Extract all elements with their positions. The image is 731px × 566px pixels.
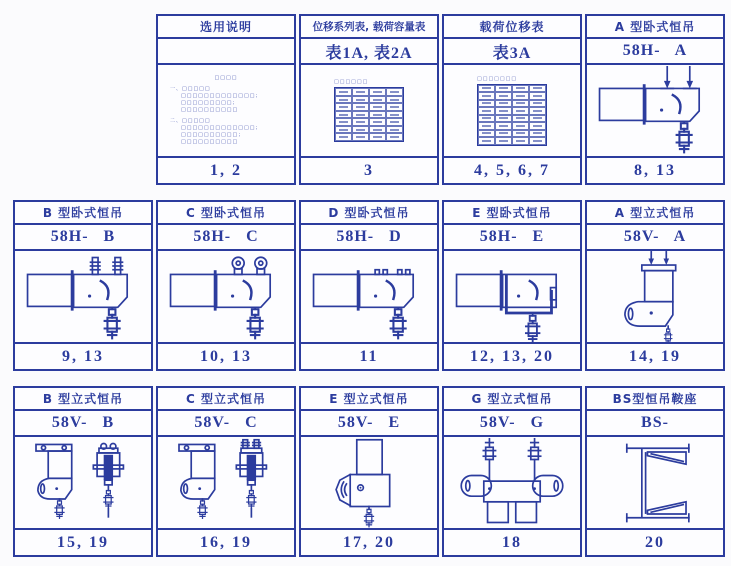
panel-selection-notes — [156, 14, 296, 185]
model-code: 58V- G — [444, 411, 580, 437]
hanger-drawing-58h-a — [590, 65, 720, 156]
model-code: 58H- C — [158, 225, 294, 251]
table-cell-placeholder — [495, 130, 512, 138]
panel-load-displacement-table — [442, 14, 582, 185]
page-numbers: 15, 19 — [15, 528, 151, 555]
page-numbers: 8, 13 — [587, 156, 723, 183]
table-cell-placeholder — [369, 96, 386, 104]
table-cell-placeholder — [335, 118, 352, 126]
model-code: 58V- C — [158, 411, 294, 437]
mini-table — [477, 84, 547, 146]
panel-title: C 型立式恒吊 — [158, 388, 294, 411]
table-cell-placeholder — [352, 111, 369, 119]
hanger-drawing-58h-c — [161, 251, 291, 342]
table-cell-placeholder — [512, 122, 529, 130]
table-cell-placeholder — [478, 107, 495, 115]
table-cell-placeholder — [369, 88, 386, 96]
model-code: 58H- B — [15, 225, 151, 251]
panel-title: B 型卧式恒吊 — [15, 202, 151, 225]
table-cell-placeholder — [495, 100, 512, 108]
table-cell-placeholder — [495, 92, 512, 100]
mini-table — [334, 87, 404, 142]
mini-table-caption: □□□□□□□ — [477, 75, 518, 82]
hanger-drawing-58h-e — [447, 251, 577, 342]
panel-displacement-series-table — [299, 14, 439, 185]
panel-title: A 型立式恒吊 — [587, 202, 723, 225]
table-cell-placeholder — [529, 130, 546, 138]
panel-58v-e — [299, 386, 439, 557]
hanger-drawing-58h-d — [304, 251, 434, 342]
model-code: BS- — [587, 411, 723, 437]
panel-title: C 型卧式恒吊 — [158, 202, 294, 225]
panel-58h-e — [442, 200, 582, 371]
table-cell-placeholder — [335, 96, 352, 104]
panel-58v-b — [13, 386, 153, 557]
hanger-drawing-58v-a — [590, 251, 720, 342]
hanger-drawing-58h-b — [18, 251, 148, 342]
table-cell-placeholder — [512, 100, 529, 108]
panel-title: A 型卧式恒吊 — [587, 16, 723, 39]
table-cell-placeholder — [512, 137, 529, 145]
table-cell-placeholder — [352, 133, 369, 141]
table-cell-placeholder — [529, 115, 546, 123]
panel-title: 位移系列表, 载荷容量表 — [301, 16, 437, 39]
table-cell-placeholder — [369, 103, 386, 111]
table-cell-placeholder — [478, 130, 495, 138]
table-cell-placeholder — [529, 85, 546, 93]
table-refs: 表3A — [444, 39, 580, 65]
panel-title: BS型恒吊鞍座 — [587, 388, 723, 411]
table-cell-placeholder — [529, 137, 546, 145]
table-cell-placeholder — [335, 103, 352, 111]
table-cell-placeholder — [529, 122, 546, 130]
mini-table-caption: □□□□□□ — [334, 79, 369, 86]
panel-title: D 型卧式恒吊 — [301, 202, 437, 225]
table-cell-placeholder — [352, 96, 369, 104]
page-numbers: 20 — [587, 528, 723, 555]
page-numbers: 14, 19 — [587, 342, 723, 369]
panel-title: G 型立式恒吊 — [444, 388, 580, 411]
panel-title: E 型立式恒吊 — [301, 388, 437, 411]
table-cell-placeholder — [478, 137, 495, 145]
model-code — [158, 39, 294, 65]
catalog-grid — [13, 14, 725, 557]
table-cell-placeholder — [352, 103, 369, 111]
table-cell-placeholder — [369, 133, 386, 141]
panel-title: B 型立式恒吊 — [15, 388, 151, 411]
table-cell-placeholder — [335, 88, 352, 96]
table-cell-placeholder — [478, 92, 495, 100]
page-numbers: 9, 13 — [15, 342, 151, 369]
table-cell-placeholder — [335, 111, 352, 119]
panel-58h-d — [299, 200, 439, 371]
mini-table-figure — [477, 76, 547, 146]
table-cell-placeholder — [529, 100, 546, 108]
table-cell-placeholder — [335, 133, 352, 141]
table-cell-placeholder — [352, 88, 369, 96]
page-numbers: 10, 13 — [158, 342, 294, 369]
table-cell-placeholder — [386, 111, 403, 119]
page-numbers: 18 — [444, 528, 580, 555]
page-numbers: 1, 2 — [158, 156, 294, 183]
table-cell-placeholder — [512, 115, 529, 123]
panel-title: 选用说明 — [158, 16, 294, 39]
table-cell-placeholder — [512, 107, 529, 115]
table-cell-placeholder — [529, 107, 546, 115]
model-code: 58V- E — [301, 411, 437, 437]
table-cell-placeholder — [369, 111, 386, 119]
table-cell-placeholder — [512, 92, 529, 100]
page-numbers: 12, 13, 20 — [444, 342, 580, 369]
table-cell-placeholder — [386, 133, 403, 141]
page-numbers: 3 — [301, 156, 437, 183]
panel-58h-b — [13, 200, 153, 371]
page-numbers: 17, 20 — [301, 528, 437, 555]
table-cell-placeholder — [335, 126, 352, 134]
table-cell-placeholder — [386, 118, 403, 126]
panel-bs-saddle — [585, 386, 725, 557]
table-refs: 表1A, 表2A — [301, 39, 437, 65]
panel-58h-c — [156, 200, 296, 371]
hanger-drawing-58v-e — [304, 437, 434, 528]
panel-58v-a — [585, 200, 725, 371]
panel-58h-a — [585, 14, 725, 185]
hanger-drawing-58v-g — [447, 437, 577, 528]
page-numbers: 16, 19 — [158, 528, 294, 555]
table-cell-placeholder — [478, 115, 495, 123]
table-cell-placeholder — [352, 118, 369, 126]
table-cell-placeholder — [478, 100, 495, 108]
table-cell-placeholder — [495, 122, 512, 130]
panel-58v-c — [156, 386, 296, 557]
table-cell-placeholder — [386, 103, 403, 111]
page-numbers: 4, 5, 6, 7 — [444, 156, 580, 183]
model-code: 58V- A — [587, 225, 723, 251]
mini-table-figure — [334, 79, 404, 142]
table-cell-placeholder — [495, 115, 512, 123]
table-cell-placeholder — [495, 85, 512, 93]
placeholder-text-block: □□□□ 一、□□□□□ □□□□□□□□□□□□□； □□□□□□□□□； □□□□□□□□□□ 二、□□□□□ □□□□□□□□□□□□□； □□□□□□□□□□； □□□□□□□□□□ — [170, 75, 262, 145]
model-code: 58V- B — [15, 411, 151, 437]
model-code: 58H- D — [301, 225, 437, 251]
model-code: 58H- E — [444, 225, 580, 251]
table-cell-placeholder — [495, 107, 512, 115]
table-cell-placeholder — [478, 85, 495, 93]
hanger-drawing-58v-b — [18, 437, 148, 528]
table-cell-placeholder — [386, 126, 403, 134]
model-code: 58H- A — [587, 39, 723, 65]
table-cell-placeholder — [369, 126, 386, 134]
table-cell-placeholder — [369, 118, 386, 126]
table-cell-placeholder — [386, 96, 403, 104]
table-cell-placeholder — [478, 122, 495, 130]
table-cell-placeholder — [495, 137, 512, 145]
hanger-drawing-58v-c — [161, 437, 291, 528]
table-cell-placeholder — [529, 92, 546, 100]
table-cell-placeholder — [512, 130, 529, 138]
table-cell-placeholder — [352, 126, 369, 134]
empty-slot — [13, 14, 153, 185]
panel-title: 载荷位移表 — [444, 16, 580, 39]
saddle-drawing-bs — [590, 437, 720, 528]
page-numbers: 11 — [301, 342, 437, 369]
panel-title: E 型卧式恒吊 — [444, 202, 580, 225]
panel-58v-g — [442, 386, 582, 557]
table-cell-placeholder — [512, 85, 529, 93]
table-cell-placeholder — [386, 88, 403, 96]
